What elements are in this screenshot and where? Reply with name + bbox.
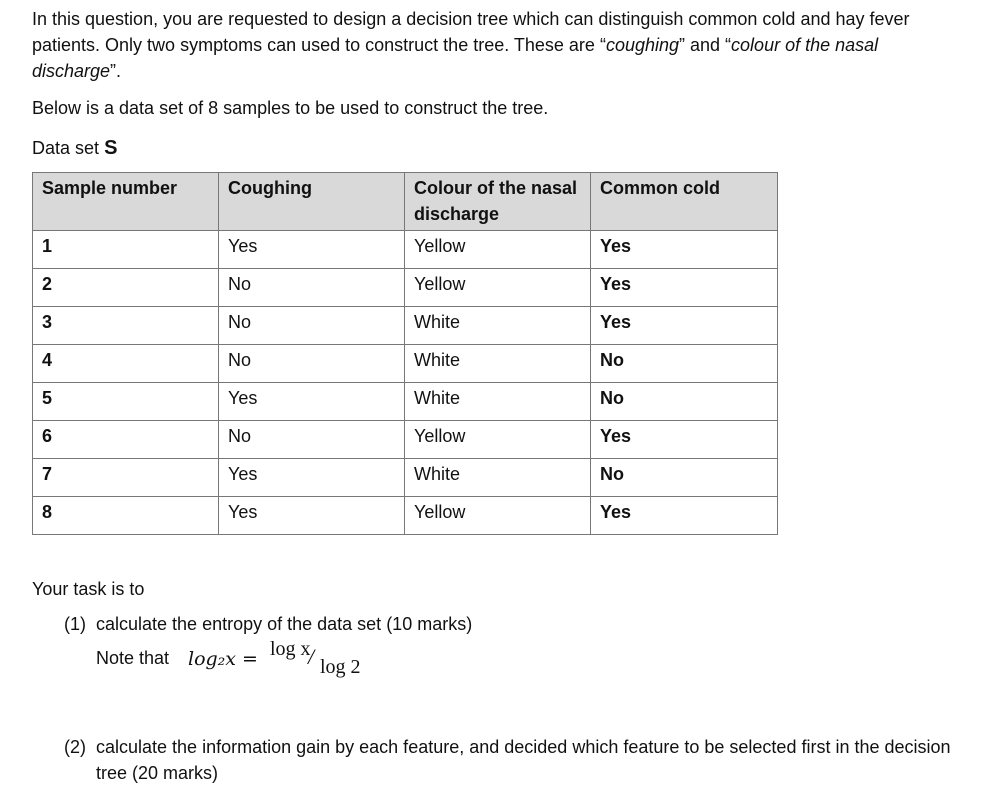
question-1 [64, 611, 472, 637]
cell-coughing: No [219, 345, 405, 383]
below-text: Below is a data set of 8 samples to be used to construct the tree. [32, 98, 549, 118]
intro-text-1: In this question, you are requested to design a decision tree which can distinguish common cold and hay fever patients. Only two symptoms can used to construct the tree. These are “ [32, 9, 910, 55]
table-row [33, 269, 778, 307]
cell-colour: Yellow [405, 269, 591, 307]
cell-colour: White [405, 459, 591, 497]
note-label: Note that [96, 648, 170, 668]
dataset-table [32, 172, 778, 535]
table-row [33, 383, 778, 421]
table-header-row [33, 173, 778, 231]
cell-coughing: No [219, 421, 405, 459]
cell-common-cold: Yes [591, 269, 778, 307]
dataset-heading [32, 135, 117, 161]
cell-coughing: Yes [219, 383, 405, 421]
table-row [33, 421, 778, 459]
intro-text-2: ” and “ [679, 35, 732, 55]
header-colour: Colour of the nasal discharge [405, 173, 591, 231]
cell-sample: 7 [33, 459, 219, 497]
cell-common-cold: Yes [591, 307, 778, 345]
header-sample-number: Sample number [33, 173, 219, 231]
question-2-number: (2) [64, 737, 86, 757]
header-coughing: Coughing [219, 173, 405, 231]
cell-sample: 4 [33, 345, 219, 383]
table-row [33, 231, 778, 269]
cell-common-cold: Yes [591, 421, 778, 459]
cell-colour: White [405, 345, 591, 383]
cell-colour: Yellow [405, 421, 591, 459]
cell-sample: 3 [33, 307, 219, 345]
dataset-label: Data set [32, 138, 100, 158]
table-row [33, 345, 778, 383]
formula-denominator: log 2 [320, 656, 361, 678]
cell-coughing: Yes [219, 231, 405, 269]
cell-coughing: Yes [219, 459, 405, 497]
cell-common-cold: No [591, 345, 778, 383]
question-1-text: calculate the entropy of the data set (10 marks) [96, 614, 473, 634]
intro-italic-colour: colour of the nasal discharge [32, 35, 879, 81]
formula-slash: / [308, 644, 315, 669]
question-2-text: calculate the information gain by each feature, and decided which feature to be selected first in the decision tree (20 marks) [96, 737, 951, 783]
cell-colour: Yellow [405, 497, 591, 535]
cell-sample: 2 [33, 269, 219, 307]
cell-coughing: No [219, 269, 405, 307]
table-row [33, 497, 778, 535]
cell-coughing: No [219, 307, 405, 345]
cell-coughing: Yes [219, 497, 405, 535]
cell-sample: 8 [33, 497, 219, 535]
cell-sample: 6 [33, 421, 219, 459]
dataset-name: S [104, 137, 118, 159]
cell-colour: Yellow [405, 231, 591, 269]
cell-common-cold: Yes [591, 231, 778, 269]
cell-colour: White [405, 307, 591, 345]
cell-sample: 5 [33, 383, 219, 421]
question-1-number: (1) [64, 614, 86, 634]
cell-common-cold: No [591, 459, 778, 497]
intro-paragraph [32, 6, 967, 84]
cell-common-cold: Yes [591, 497, 778, 535]
intro-italic-coughing: coughing [605, 35, 680, 55]
task-intro: Your task is to [32, 579, 145, 599]
table-row [33, 459, 778, 497]
formula-lhs: log₂x = [188, 648, 258, 670]
cell-common-cold: No [591, 383, 778, 421]
header-common-cold: Common cold [591, 173, 778, 231]
formula-numerator: log x [270, 638, 311, 660]
cell-sample: 1 [33, 231, 219, 269]
table-row [33, 307, 778, 345]
question-2 [64, 734, 969, 786]
intro-text-3: ”. [110, 61, 122, 81]
cell-colour: White [405, 383, 591, 421]
